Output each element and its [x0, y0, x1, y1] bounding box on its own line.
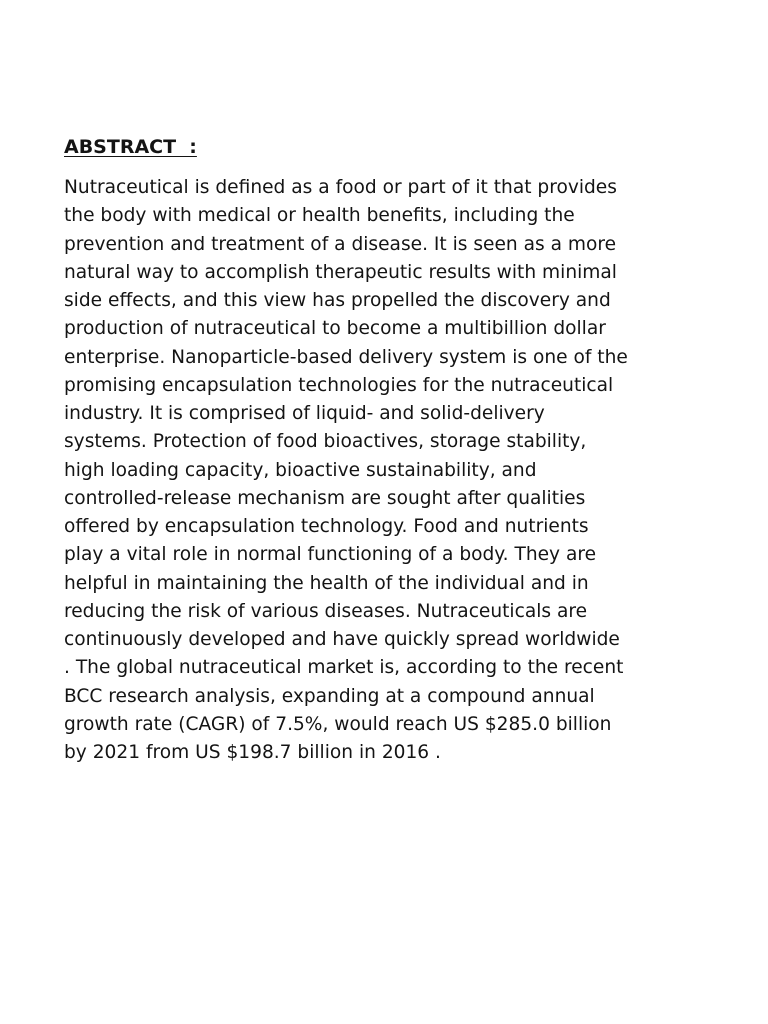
abstract-line: by 2021 from US $198.7 billion in 2016 .	[64, 742, 441, 763]
abstract-line: growth rate (CAGR) of 7.5%, would reach US $285.0 billion	[64, 713, 612, 735]
abstract-line: offered by encapsulation technology. Food and nutrients	[64, 516, 589, 537]
abstract-line: enterprise. Nanoparticle-based delivery system is one of the	[64, 346, 628, 368]
abstract-line: reducing the risk of various diseases. Nutraceuticals are	[64, 600, 588, 622]
abstract-line: natural way to accomplish therapeutic results with minimal	[64, 261, 617, 283]
abstract-line: BCC research analysis, expanding at a compound annual	[64, 685, 595, 707]
abstract-line: side effects, and this view has propelled the discovery and	[64, 290, 611, 311]
abstract-line: systems. Protection of food bioactives, storage stability,	[64, 431, 587, 453]
abstract-line: controlled-release mechanism are sought after qualities	[64, 487, 586, 509]
abstract-line: the body with medical or health benefits, including the	[64, 205, 575, 227]
abstract-line: promising encapsulation technologies for the nutraceutical	[64, 374, 614, 396]
abstract-line: helpful in maintaining the health of the individual and in	[64, 572, 589, 594]
abstract-line: . The global nutraceutical market is, according to the recent	[64, 657, 624, 679]
abstract-line: high loading capacity, bioactive sustainability, and	[64, 459, 537, 481]
abstract-line: Nutraceutical is defined as a food or part of it that provides	[64, 177, 617, 198]
abstract-line: play a vital role in normal functioning of a body. They are	[64, 544, 597, 566]
abstract-body	[64, 174, 628, 767]
abstract-line: production of nutraceutical to become a multibillion dollar	[64, 318, 606, 340]
abstract-line: continuously developed and have quickly spread worldwide	[64, 629, 620, 650]
abstract-heading: ABSTRACT :	[64, 136, 197, 158]
abstract-line: industry. It is comprised of liquid- and solid-delivery	[64, 403, 545, 424]
abstract-line: prevention and treatment of a disease. It is seen as a more	[64, 233, 617, 255]
